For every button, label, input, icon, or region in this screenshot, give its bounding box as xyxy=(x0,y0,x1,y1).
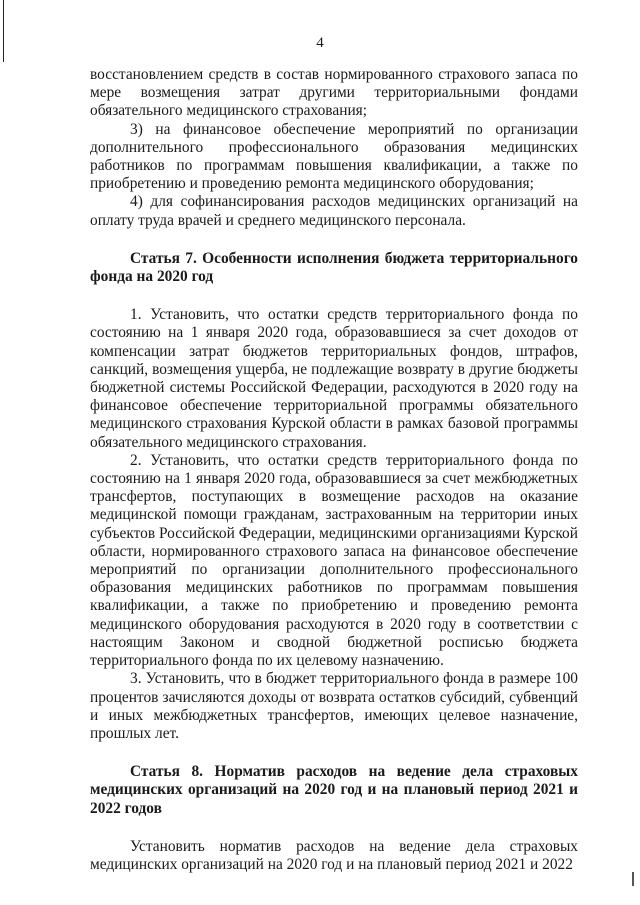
paragraph-continuation: восстановлением средств в состав нормированного страхового запаса по мере возмещения затрат другими территориальными фондами обязательного медицинского страхования; xyxy=(90,66,578,120)
paragraph-item-3: 3) на финансовое обеспечение мероприятий по организации дополнительного профессионального образования медицинских работников по программам повышения квалификации, а также по приобретению и проведению ремонта медицинского оборудования; xyxy=(90,120,578,193)
article-8-text: Установить норматив расходов на ведение дела страховых медицинских организаций на 2020 год и на плановый период 2021 и 2022 xyxy=(90,837,578,873)
scan-edge-mark xyxy=(632,872,634,886)
article-7-heading: Статья 7. Особенности исполнения бюджета территориального фонда на 2020 год xyxy=(90,249,578,286)
paragraph-item-4: 4) для софинансирования расходов медицинских организаций на оплату труда врачей и среднего медицинского персонала. xyxy=(90,193,578,229)
article-7-item-3: 3. Установить, что в бюджет территориального фонда в размере 100 процентов зачисляются доходы от возврата остатков субсидий, субвенций и иных межбюджетных трансфертов, имеющих целевое назначение, прошлых лет. xyxy=(90,670,578,742)
article-7-item-2: 2. Установить, что остатки средств территориального фонда по состоянию на 1 января 2020 года, образовавшиеся за счет межбюджетных трансфертов, поступающих в возмещение расходов на оказание медицинской помощи гражданам, застрахованным на территории иных субъектов Российской Федерации, медицинскими организациями Курской области, нормированного страхового запаса на финансовое обеспечение мероприятий по организации дополнительного профессионального образования медицинских работников по программам повышения квалификации, а также по приобретению и проведению ремонта медицинского оборудования расходуются в 2020 году в соответствии с настоящим Законом и сводной бюджетной росписью бюджета территориального фонда по их целевому назначению. xyxy=(90,451,578,670)
scan-edge-line xyxy=(3,0,4,62)
article-7-item-1: 1. Установить, что остатки средств территориального фонда по состоянию на 1 января 2020 года, образовавшиеся за счет доходов от компенсации затрат бюджетов территориальных фондов, штрафов, санкций, возмещения ущерба, не подлежащие возврату в другие бюджеты бюджетной системы Российской Федерации, расходуются в 2020 году на финансовое обеспечение территориальной программы обязательного медицинского страхования Курской области в рамках базовой программы обязательного медицинского страхования. xyxy=(90,306,578,451)
article-8-heading: Статья 8. Норматив расходов на ведение дела страховых медицинских организаций на 2020 год и на плановый период 2021 и 2022 годов xyxy=(90,763,578,817)
document-body xyxy=(90,66,578,874)
page-number: 4 xyxy=(316,35,324,51)
